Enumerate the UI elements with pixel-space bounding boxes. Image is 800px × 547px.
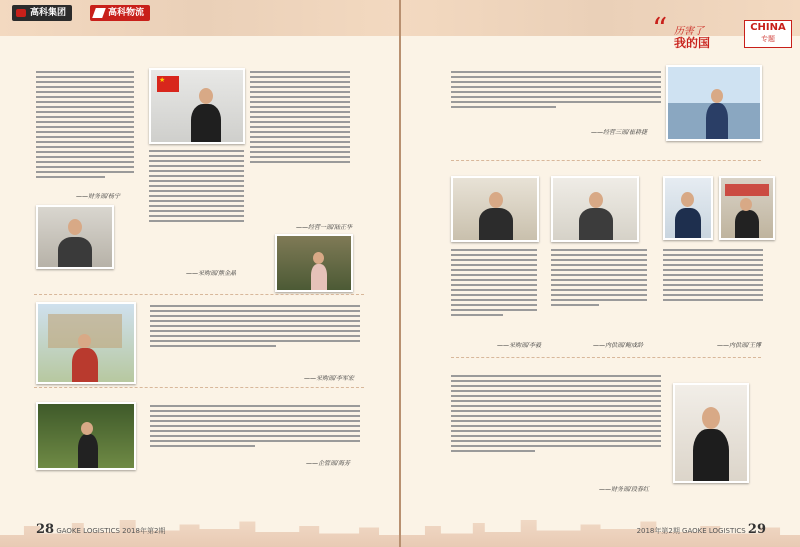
- quote-mark-icon: “: [652, 12, 668, 47]
- photo-woman-portrait: [673, 383, 749, 483]
- china-flag-icon: [157, 76, 179, 92]
- folio-text: 2018年第2期 GAOKE LOGISTICS: [636, 527, 746, 535]
- photo-man-portrait: [36, 205, 114, 269]
- page-footer: [401, 509, 800, 547]
- page-number: 28: [36, 522, 55, 537]
- photo-man-lakeside: [666, 65, 762, 141]
- photo-man-with-flag: [149, 68, 245, 144]
- column-header: [652, 12, 790, 50]
- signature: ——内供部/鲍成龄: [593, 342, 644, 349]
- signature: ——财务部/段春红: [599, 486, 650, 493]
- page-footer: [0, 509, 399, 547]
- column-badge-sub: 专题: [761, 35, 775, 43]
- article-text-block: [150, 302, 360, 350]
- folio-text: GAOKE LOGISTICS 2018年第2期: [56, 527, 166, 535]
- column-title-line1: 历害了: [674, 26, 704, 37]
- folio-left: [36, 522, 165, 537]
- section-divider: [34, 387, 364, 389]
- article-text-block: [451, 372, 661, 455]
- article-text-block: [663, 246, 763, 304]
- column-badge: [744, 20, 792, 48]
- photo-man-seated: [551, 176, 639, 242]
- photo-woman-garden: [36, 402, 136, 470]
- photo-man-office: [451, 176, 539, 242]
- section-divider: [34, 294, 364, 296]
- column-title-line2: 我的国: [674, 36, 711, 50]
- section-divider: [451, 160, 761, 162]
- article-text-block: [250, 68, 350, 166]
- signature: ——采购部/李毅: [497, 342, 542, 349]
- gaoke-group-logo: 高科集团: [12, 5, 72, 21]
- article-text-block: [149, 147, 244, 225]
- signature: ——采购部/熊金晶: [186, 270, 237, 277]
- article-text-block: [451, 246, 537, 319]
- column-badge-en: CHINA: [750, 22, 786, 33]
- left-page: [0, 0, 399, 547]
- page-number: 29: [747, 522, 766, 537]
- photo-woman-outdoors: [275, 234, 353, 292]
- photo-man-sign: [719, 176, 775, 240]
- red-sign-shape: [725, 184, 769, 196]
- signature: ——内供部/王博: [717, 342, 762, 349]
- signature: ——采购部/李军宏: [304, 375, 355, 382]
- article-text-block: [451, 68, 661, 111]
- article-text-block: [36, 68, 134, 181]
- photo-man-id: [663, 176, 713, 240]
- article-text-block: [150, 402, 360, 450]
- article-text-block: [551, 246, 647, 309]
- folio-right: [637, 522, 766, 537]
- gaoke-logistics-logo: 高科物流: [90, 5, 150, 21]
- signature: ——企管部/海芳: [306, 460, 351, 467]
- photo-man-landmark: [36, 302, 136, 384]
- signature: ——经营三部/崔耕捷: [591, 129, 648, 136]
- signature: ——经营一部/陆正华: [296, 224, 353, 231]
- signature: ——财务部/杨宁: [76, 193, 121, 200]
- right-page: [401, 0, 800, 547]
- section-divider: [451, 357, 761, 359]
